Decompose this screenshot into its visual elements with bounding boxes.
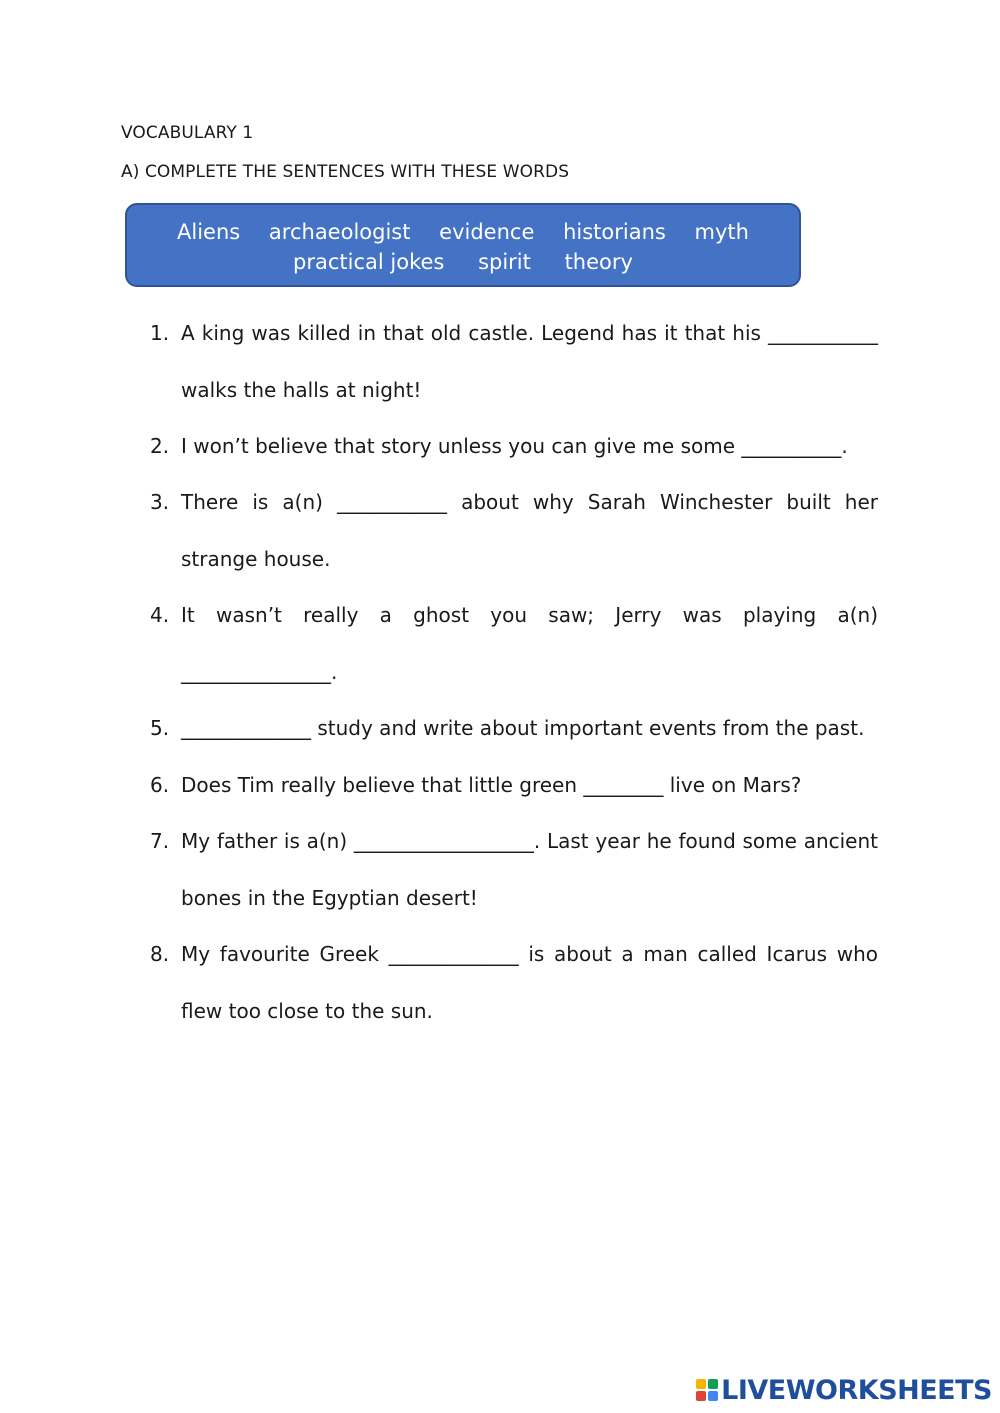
question-number: 1. — [150, 321, 170, 345]
question-item-4 — [150, 587, 878, 701]
word-bank-item: theory — [564, 250, 633, 274]
logo-square — [696, 1391, 706, 1401]
question-text: My favourite Greek _____________ is about a man called Icarus who flew too close to the sun. — [181, 941, 878, 1023]
question-item-6 — [150, 757, 878, 814]
question-number: 7. — [150, 828, 170, 853]
question-item-5 — [150, 700, 878, 757]
word-bank-line-2 — [127, 247, 799, 277]
word-bank-item: myth — [694, 220, 749, 244]
word-bank-item: evidence — [439, 220, 535, 244]
question-item-1 — [150, 305, 878, 419]
question-item-7 — [150, 813, 878, 927]
question-item-8 — [150, 926, 878, 1040]
worksheet-title: VOCABULARY 1 — [121, 123, 254, 143]
question-number: 2. — [150, 433, 170, 458]
word-bank — [125, 203, 801, 287]
question-text: _____________ study and write about important events from the past. — [181, 715, 865, 740]
question-text: My father is a(n) __________________. Last year he found some ancient bones in the Egyptian desert! — [181, 828, 878, 910]
question-text: It wasn’t really a ghost you saw; Jerry was playing a(n) _______________. — [181, 602, 878, 684]
question-number: 5. — [150, 715, 170, 740]
liveworksheets-logo — [696, 1375, 992, 1405]
word-bank-item: archaeologist — [268, 220, 411, 244]
logo-square — [708, 1379, 718, 1389]
logo-text: LIVEWORKSHEETS — [721, 1374, 992, 1406]
logo-square — [708, 1391, 718, 1401]
question-number: 4. — [150, 602, 170, 627]
question-item-2 — [150, 418, 878, 475]
question-text: A king was killed in that old castle. Legend has it that his ___________ walks the halls at night! — [181, 321, 878, 402]
question-text: There is a(n) ___________ about why Sarah Winchester built her strange house. — [181, 489, 878, 571]
question-item-3 — [150, 474, 878, 588]
word-bank-item: Aliens — [177, 220, 241, 244]
question-number: 8. — [150, 941, 170, 966]
logo-mark-icon — [696, 1379, 718, 1401]
question-number: 6. — [150, 772, 170, 797]
word-bank-item: spirit — [478, 250, 531, 274]
word-bank-item: practical jokes — [293, 250, 445, 274]
question-text: Does Tim really believe that little green ________ live on Mars? — [181, 772, 802, 797]
question-number: 3. — [150, 489, 170, 514]
word-bank-item: historians — [563, 220, 666, 244]
word-bank-line-1 — [127, 217, 799, 247]
logo-square — [696, 1379, 706, 1389]
question-text: I won’t believe that story unless you can give me some __________. — [181, 433, 848, 458]
instruction-text: A) COMPLETE THE SENTENCES WITH THESE WORDS — [121, 162, 570, 182]
